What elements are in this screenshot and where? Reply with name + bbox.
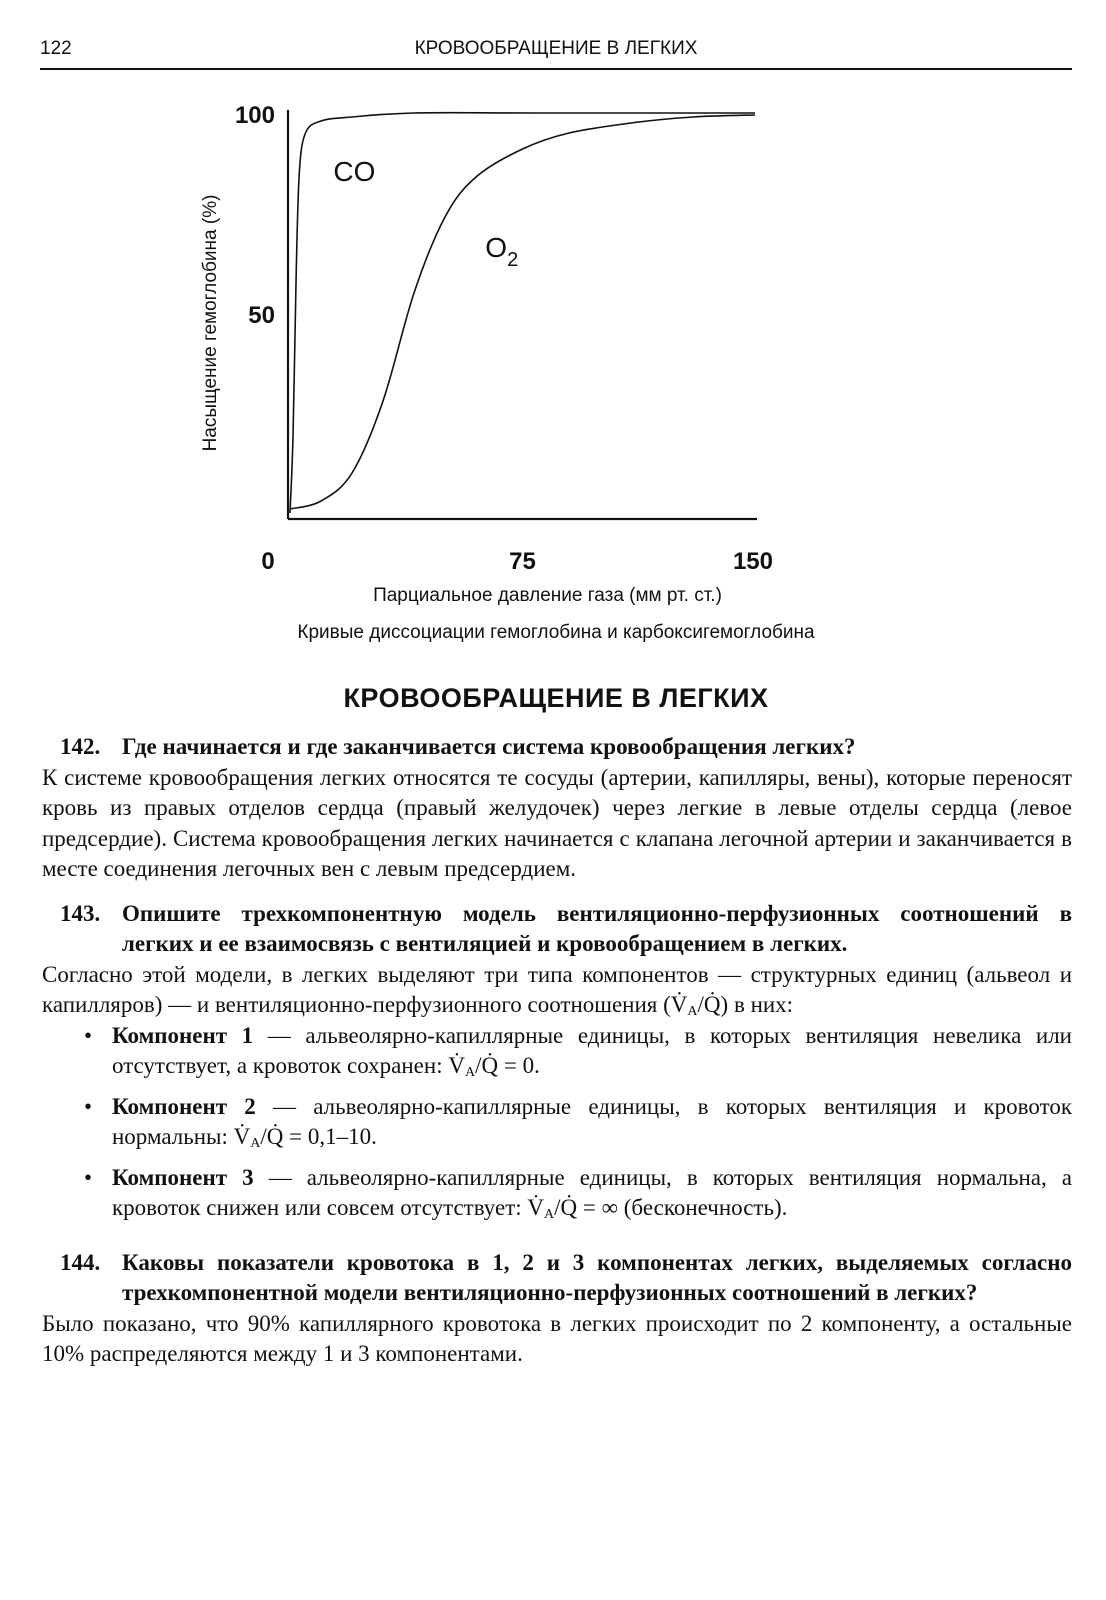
- component-list: [42, 1021, 1072, 1224]
- formula-part: /Q̇ = 0.: [475, 1053, 540, 1078]
- chart-labels: [200, 156, 722, 606]
- page-header: [40, 38, 1072, 70]
- page-number: 122: [40, 38, 72, 59]
- formula-part: V̇: [233, 1124, 251, 1149]
- question-number: 142.: [60, 734, 101, 759]
- question-142: [42, 732, 1072, 763]
- series-label-o2: $O_2$: [485, 232, 519, 271]
- bullet: •: [84, 1164, 93, 1190]
- ratio-formula: [663, 992, 734, 1017]
- question-number: 144.: [60, 1249, 101, 1275]
- question-text: Каковы показатели кровотока в 1, 2 и 3 компонентах легких, выделяемых согласно трехкомпонентной модели вентиляционно-перфузионных соотношений в легких?: [122, 1249, 1072, 1305]
- body-text: [42, 732, 1072, 1370]
- list-item: [42, 1163, 1072, 1224]
- formula-part: (V̇: [663, 992, 688, 1017]
- formula-subscript: A: [687, 1004, 698, 1019]
- formula-part: /Q̇): [697, 992, 734, 1017]
- ratio-formula: [527, 1195, 787, 1220]
- question-text: Где начинается и где заканчивается система кровообращения легких?: [122, 734, 856, 759]
- figure-caption: Кривые диссоциации гемоглобина и карбоксигемоглобина: [297, 622, 815, 643]
- formula-part: /Q̇ = 0,1–10.: [260, 1124, 377, 1149]
- item-label: Компонент 2: [112, 1093, 256, 1119]
- list-item: [42, 1092, 1072, 1153]
- x-tick-label: 0: [261, 548, 275, 575]
- question-144: [42, 1248, 1072, 1309]
- x-tick-label: 150: [732, 548, 773, 575]
- answer-143-intro: [42, 960, 1072, 1021]
- running-title: КРОВООБРАЩЕНИЕ В ЛЕГКИХ: [414, 38, 698, 59]
- formula-part: V̇: [448, 1053, 465, 1078]
- item-text: — альвеолярно-капиллярные единицы, в которых вентиляция нормальна, а кровоток снижен или совсем отсутствует:: [112, 1164, 1072, 1220]
- formula-subscript: A: [544, 1207, 555, 1222]
- y-axis-title: Насыщение гемоглобина (%): [200, 194, 221, 452]
- formula-part: V̇: [527, 1195, 545, 1220]
- question-143: [42, 899, 1072, 960]
- item-label: Компонент 3: [112, 1164, 254, 1190]
- x-tick-label: 75: [509, 548, 536, 575]
- y-tick-label: 50: [248, 302, 275, 329]
- answer-142: К системе кровообращения легких относятся те сосуды (артерии, капилляры, вены), которые переносят кровь из правых отделов сердца (правый желудочек) через легкие в левые отделы сердца (левое предсердие). Система кровообращения легких начинается с клапана легочной артерии и заканчивается в месте соединения легочных вен с левым предсердием.: [42, 764, 1072, 881]
- question-text: Опишите трехкомпонентную модель вентиляционно-перфузионных соотношений в легких и ее взаимосвязь с вентиляцией и кровообращением в легких.: [122, 900, 1072, 956]
- formula-subscript: A: [464, 1065, 476, 1080]
- ratio-formula: [234, 1124, 377, 1149]
- item-label: Компонент 1: [112, 1022, 254, 1048]
- formula-part: /Q̇ = ∞ (бесконечность).: [554, 1195, 788, 1220]
- series-label-co: CO: [333, 156, 376, 187]
- bullet: •: [84, 1022, 93, 1048]
- answer-144: Было показано, что 90% капиллярного кровотока в легких происходит по 2 компоненту, а остальные 10% распределяются между 1 и 3 компонентами.: [42, 1310, 1072, 1366]
- item-text: — альвеолярно-капиллярные единицы, в которых вентиляция невелика или отсутствует, а кровоток сохранен:: [112, 1022, 1072, 1078]
- answer-text: Согласно этой модели, в легких выделяют три типа компонентов — структурных единиц (альвеол и капилляров) — и вентиляционно-перфузионного соотношения: [42, 961, 1072, 1017]
- question-number: 143.: [60, 900, 101, 926]
- dissociation-chart: [190, 95, 830, 605]
- formula-subscript: A: [250, 1136, 261, 1151]
- ratio-formula: [448, 1053, 539, 1078]
- answer-text: в них:: [733, 992, 794, 1017]
- list-item: [42, 1021, 1072, 1082]
- bullet: •: [84, 1093, 93, 1119]
- y-tick-label: 100: [234, 102, 275, 129]
- item-text: — альвеолярно-капиллярные единицы, в которых вентиляция и кровоток нормальны:: [112, 1093, 1072, 1149]
- x-axis-title: Парциальное давление газа (мм рт. ст.): [373, 585, 722, 606]
- section-heading: КРОВООБРАЩЕНИЕ В ЛЕГКИХ: [343, 683, 769, 713]
